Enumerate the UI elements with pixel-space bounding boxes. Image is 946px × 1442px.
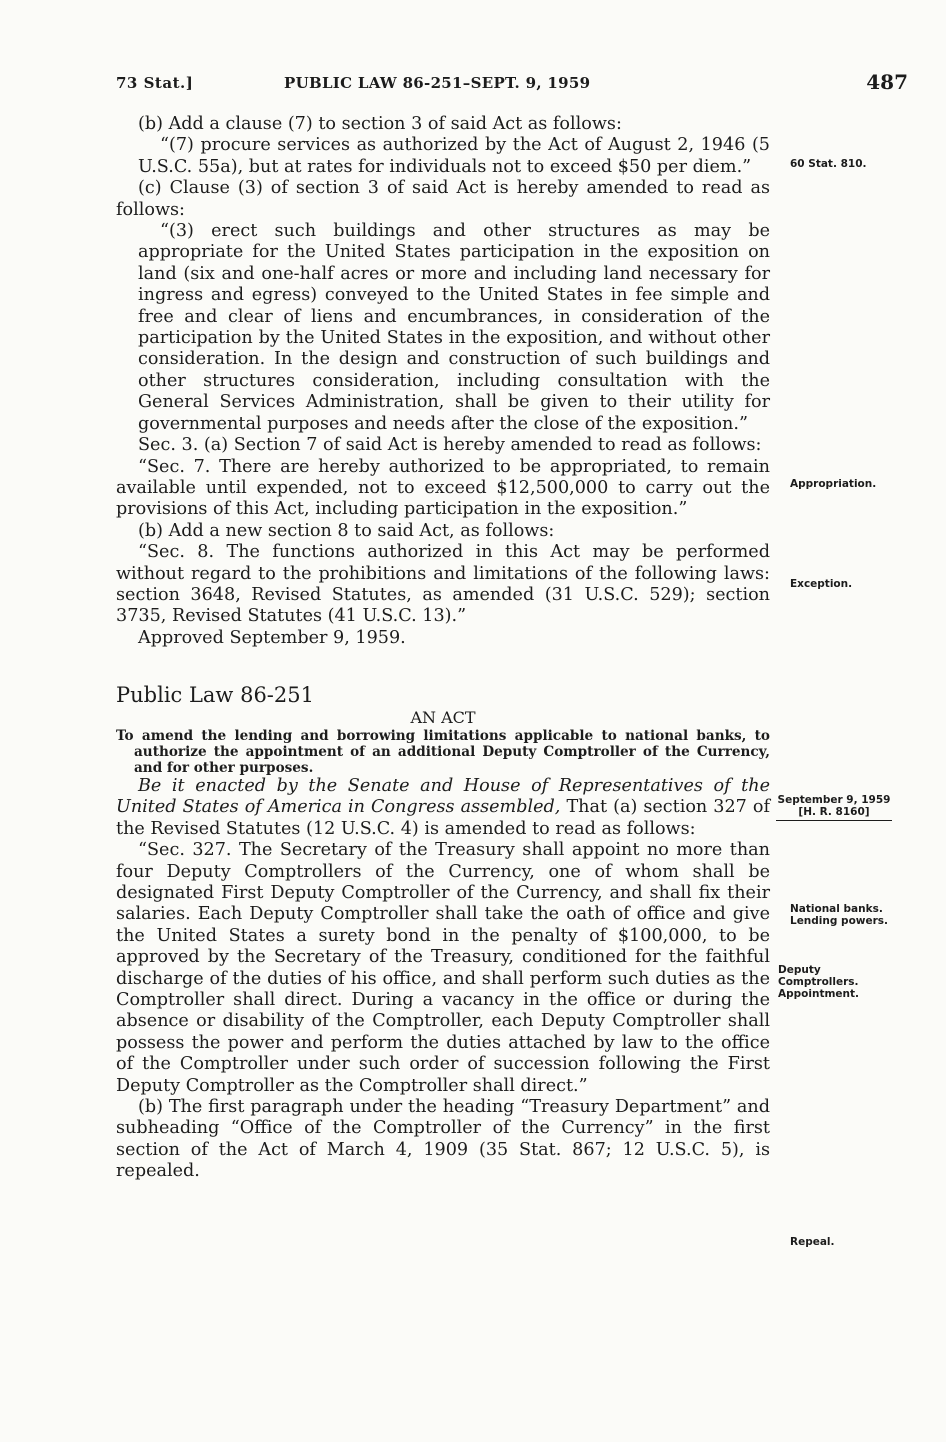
volume-reference: 73 Stat.] [116,74,194,92]
paragraph-subsection-b: (b) The first paragraph under the heading “Treasury Department” and subheading “Office of the Comptroller of the Currency” in the first section of the Act of March 4, 1909 (35 Stat. 867; 12 U.S.C. 5), is repealed. [116,1097,770,1182]
approval-line: Approved September 9, 1959. [138,627,406,648]
section-gap [116,649,770,685]
page-number: 487 [866,70,908,94]
running-title: PUBLIC LAW 86-251–SEPT. 9, 1959 [284,74,591,92]
margin-note-national-banks: National banks. Lending powers. [790,903,889,927]
paragraph-sec-327: “Sec. 327. The Secretary of the Treasury shall appoint no more than four Deputy Comptrollers of the Currency, one of whom shall be designated First Deputy Comptroller of the Currency, and shall fix their salaries. Each Deputy Comptroller shall take the oath of office and give the United States a surety bond in the penalty of $100,000, to be approved by the Secretary of the Treasury, conditioned for the faithful discharge of the duties of his office, and shall perform such duties as the Comptroller shall direct. During a vacancy in the office or during the absence or disability of the Comptroller, each Deputy Comptroller shall possess the power and perform the duties attached by law to the office of the Comptroller under such order of succession following the First Deputy Comptroller as the Comptroller shall direct.” [116,840,770,1096]
paragraph-sec-7: “Sec. 7. There are hereby authorized to be appropriated, to remain available until expended, not to exceed $12,500,000 to carry out the provisions of this Act, including participation in the exposition.” [116,456,770,520]
margin-note-stat-ref: 60 Stat. 810. [790,158,867,170]
body-text [116,114,770,1183]
margin-note-repeal: Repeal. [790,1236,835,1248]
paragraph-sec-8: “Sec. 8. The functions authorized in this Act may be performed without regard to the prohibitions and limitations of the following laws: section 3648, Revised Statutes, as amended (31 U.S.C. 529); section 3735, Revised Statutes (41 U.S.C. 13).” [116,542,770,627]
reference-rule [776,820,892,821]
paragraph-clause-7: “(7) procure services as authorized by the Act of August 2, 1946 (5 U.S.C. 55a), but at rates for individuals not to exceed $50 per diem.” [138,135,770,177]
enacting-formula: Be it enacted by the Senate and House of Representatives of the United States of America in Congress assembled, [116,775,770,818]
bill-number: [H. R. 8160] [798,806,870,818]
page-header [116,70,908,96]
bill-reference [776,794,892,821]
paragraph-clause-3: “(3) erect such buildings and other structures as may be appropriate for the United States participation in the exposition on land (six and one-half acres or more and including land necessary for ingress and egress) conveyed to the United States in fee simple and free and clear of liens and encumbrances, in consideration of the participation by the United States in the exposition, and without other consideration. In the design and construction of such buildings and other structures consideration, including consultation with the General Services Administration, shall be given to their utility for governmental purposes and needs after the close of the exposition.” [138,221,770,434]
paragraph-clause-7-intro: (b) Add a clause (7) to section 3 of said Act as follows: [138,114,622,134]
margin-note-appropriation: Appropriation. [790,478,877,490]
paragraph-clause-3-intro: (c) Clause (3) of section 3 of said Act is hereby amended to read as follows: [116,178,770,220]
act-purpose: To amend the lending and borrowing limitations applicable to national banks, to authorize the appointment of an additional Deputy Comptroller of the Currency, and for other purposes. [116,727,770,776]
margin-note-exception: Exception. [790,578,853,590]
paragraph-sec-3: Sec. 3. (a) Section 7 of said Act is hereby amended to read as follows: [138,435,762,456]
public-law-title: Public Law 86-251 [116,683,314,708]
margin-note-deputy-comptrollers: Deputy Comptrollers. Appointment. [778,964,860,1000]
enactment-date: September 9, 1959 [777,794,891,806]
act-heading: AN ACT [410,707,476,727]
paragraph-sec-8-intro: (b) Add a new section 8 to said Act, as follows: [138,520,555,541]
enacting-clause [116,776,770,840]
enacting-text: That (a) section 327 of the Revised Statutes (12 U.S.C. 4) is amended to read as follows: [116,797,770,839]
